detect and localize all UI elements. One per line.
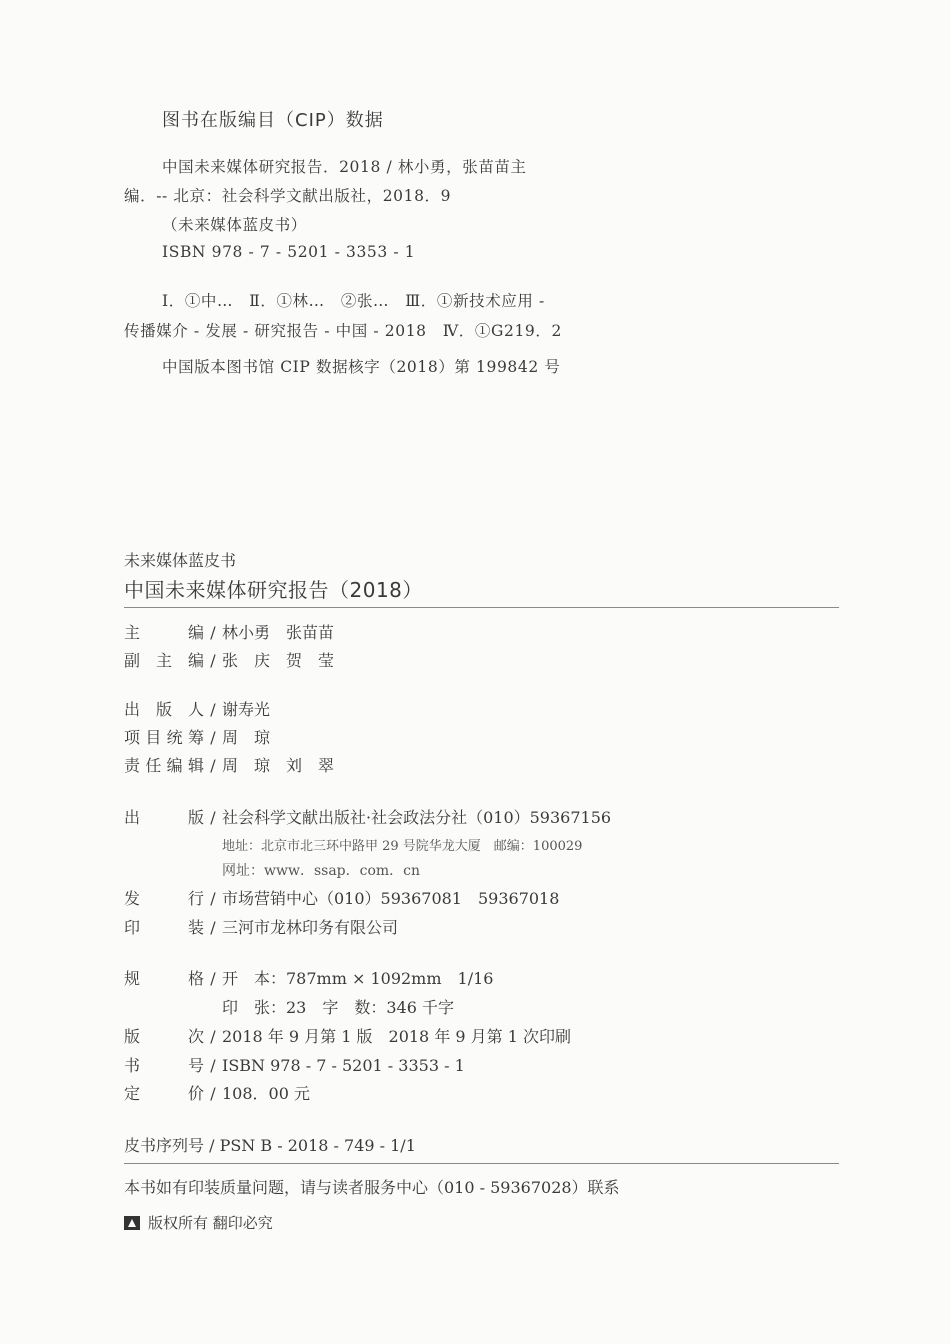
deputy-editor-value: 张 庆 贺 莹: [222, 651, 335, 670]
deputy-editor-row: 副主编 / 张 庆 贺 莹: [124, 648, 334, 671]
publisher-value: 社会科学文献出版社·社会政法分社（010）59367156: [222, 808, 612, 827]
editor-label: 主 编: [124, 623, 204, 642]
deputy-editor-label: 副主编: [124, 651, 204, 670]
series-name: 未来媒体蓝皮书: [124, 551, 237, 570]
publisher-person-label: 出版人: [124, 700, 204, 719]
printing-value: 三河市龙林印务有限公司: [222, 918, 399, 937]
coordinator-row: 项目统筹 / 周 琼: [124, 725, 270, 748]
series-serial-number: 皮书序列号 / PSN B - 2018 - 749 - 1/1: [124, 1136, 416, 1155]
publisher-label: 出 版: [124, 808, 204, 827]
format-value: 开 本：787mm × 1092mm 1/16: [222, 969, 494, 988]
publisher-logo-icon: [124, 1216, 140, 1230]
quality-notice: 本书如有印装质量问题，请与读者服务中心（010 - 59367028）联系: [124, 1178, 620, 1197]
edition-label: 版 次: [124, 1027, 204, 1046]
cip-isbn: ISBN 978 - 7 - 5201 - 3353 - 1: [162, 243, 416, 261]
cip-line-2: 编．-- 北京：社会科学文献出版社，2018．9: [124, 187, 452, 205]
publisher-person-value: 谢寿光: [222, 700, 271, 719]
edition-value: 2018 年 9 月第 1 版 2018 年 9 月第 1 次印刷: [222, 1027, 572, 1046]
cip-class-line-2: 传播媒介 - 发展 - 研究报告 - 中国 - 2018 Ⅳ．①G219．2: [124, 322, 562, 340]
cip-line-3: （未来媒体蓝皮书）: [162, 216, 307, 234]
distribution-label: 发 行: [124, 889, 204, 908]
responsible-editor-row: 责任编辑 / 周 琼 刘 翠: [124, 753, 334, 776]
responsible-editor-value: 周 琼 刘 翠: [222, 756, 335, 775]
price-label: 定 价: [124, 1084, 204, 1103]
rights-statement: [124, 1212, 273, 1233]
cip-class-line-1: Ⅰ．①中… Ⅱ．①林… ②张… Ⅲ．①新技术应用 -: [162, 292, 545, 310]
publisher-row: 出 版 / 社会科学文献出版社·社会政法分社（010）59367156: [124, 805, 611, 828]
cip-line-1: 中国未来媒体研究报告．2018 / 林小勇，张苗苗主: [162, 158, 527, 176]
coordinator-value: 周 琼: [222, 728, 271, 747]
isbn-value: ISBN 978 - 7 - 5201 - 3353 - 1: [222, 1056, 465, 1075]
coordinator-label: 项目统筹: [124, 728, 204, 747]
price-value: 108．00 元: [222, 1084, 310, 1103]
editor-row: 主 编 / 林小勇 张苗苗: [124, 620, 334, 643]
isbn-row: 书 号 / ISBN 978 - 7 - 5201 - 3353 - 1: [124, 1053, 465, 1076]
editor-value: 林小勇 张苗苗: [222, 623, 335, 642]
edition-row: 版 次 / 2018 年 9 月第 1 版 2018 年 9 月第 1 次印刷: [124, 1024, 571, 1047]
book-title: 中国未来媒体研究报告（2018）: [124, 578, 423, 602]
printing-row: 印 装 / 三河市龙林印务有限公司: [124, 915, 398, 938]
isbn-label: 书 号: [124, 1056, 204, 1075]
publisher-person-row: 出版人 / 谢寿光: [124, 697, 270, 720]
publisher-website: 网址：www．ssap．com．cn: [222, 863, 421, 879]
price-row: 定 价 / 108．00 元: [124, 1081, 310, 1104]
responsible-editor-label: 责任编辑: [124, 756, 204, 775]
format-label: 规 格: [124, 969, 204, 988]
sheets-wordcount: 印 张：23 字 数：346 千字: [222, 998, 454, 1017]
format-row: 规 格 / 开 本：787mm × 1092mm 1/16: [124, 966, 493, 989]
cip-record-number: 中国版本图书馆 CIP 数据核字（2018）第 199842 号: [162, 358, 561, 376]
cip-heading: 图书在版编目（CIP）数据: [162, 110, 384, 131]
rights-text: 版权所有 翻印必究: [148, 1214, 273, 1232]
printing-label: 印 装: [124, 918, 204, 937]
footer-rule: [124, 1163, 839, 1164]
title-rule: [124, 607, 839, 608]
distribution-row: 发 行 / 市场营销中心（010）59367081 59367018: [124, 886, 559, 909]
distribution-value: 市场营销中心（010）59367081 59367018: [222, 889, 560, 908]
publisher-address: 地址：北京市北三环中路甲 29 号院华龙大厦 邮编：100029: [222, 839, 583, 854]
